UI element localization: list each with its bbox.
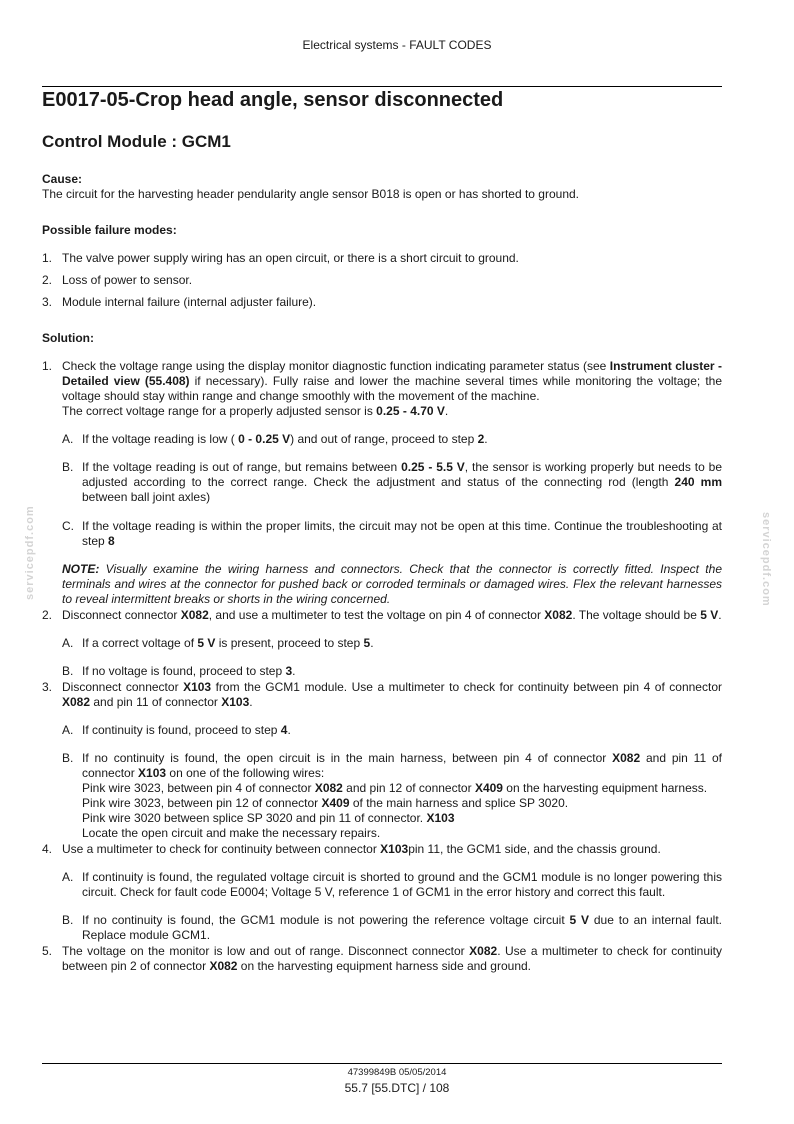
substep-2a: A. If a correct voltage of 5 V is present, proceed to step 5.	[62, 636, 374, 650]
document-code: 47399849B 05/05/2014	[347, 1067, 447, 1078]
substep-4b: B. If no continuity is found, the GCM1 module is not powering the reference voltage circuit 5 V due to an internal fault. Replace module GCM1.	[62, 913, 723, 942]
failure-mode-item: 2. Loss of power to sensor.	[42, 273, 193, 287]
step-3-substeps	[62, 723, 722, 841]
substep-2b: B. If no voltage is found, proceed to step 3.	[62, 664, 296, 678]
substep-4a: A. If continuity is found, the regulated voltage circuit is shorted to ground and the GCM1 module is no longer powering this circuit. Check for fault code E0004; Voltage 5 V, reference 1 of GCM1 in the error history and correct this fault.	[62, 870, 722, 899]
page-title: E0017-05-Crop head angle, sensor disconnected	[42, 89, 504, 111]
solution-step-5: 5. The voltage on the monitor is low and out of range. Disconnect connector X082. Use a multimeter to check for continuity between pin 2 of connector X082 on the harvesting equipment harness side and ground.	[42, 944, 722, 973]
note-paragraph: NOTE: Visually examine the wiring harness and connectors. Check that the connector is correctly fitted. Inspect the terminals and wires at the connector for pushed back or corroded terminals or damaged wires. Flex the relevant harnesses to reveal intermittent breaks or shorts in the wiring concerned.	[62, 562, 722, 606]
failure-mode-item: 1. The valve power supply wiring has an open circuit, or there is a short circuit to ground.	[42, 251, 519, 265]
step-1-substeps	[62, 432, 722, 549]
solution-steps	[42, 359, 722, 974]
solution-step-1: 1. Check the voltage range using the display monitor diagnostic function indicating parameter status (see Instrument cluster - Detailed view (55.408) if necessary). Fully raise and lower the machine several times while monitoring the voltage; the voltage should stay within range and change smoothly with the movement of the machine. The correct voltage range for a properly adjusted sensor is 0.25 - 4.70 V. A. If the voltage reading is low ( 0 - 0.25 V) and out of range, proceed to step 2. B. If the voltage reading is out of range, but remains between 0.25 - 5.5 V, the sensor is working properly but needs to be adjusted according to the correct range. Check the adjustment and status of the connecting rod (length 240 mm between ball joint axles) C. If the voltage reading is within the proper limits, the circuit may not be open at this time. Continue the troubleshooting at step 8 NOTE: Visually examine the wiring harness and connectors. Check that the connector is correctly fitted. Inspect the terminals and wires at the connector for pushed back or corroded terminals or damaged wires. Flex the relevant harnesses to reveal intermittent breaks or shorts in the wiring concerned.	[42, 359, 723, 606]
cause-label: Cause:	[42, 172, 83, 186]
watermark-left: servicepdf.com	[24, 505, 36, 600]
solution-label: Solution:	[42, 331, 94, 345]
step-2-substeps	[62, 636, 722, 679]
footer-rule	[42, 1063, 722, 1064]
substep-1a: A. If the voltage reading is low ( 0 - 0.25 V) and out of range, proceed to step 2.	[62, 432, 488, 446]
running-header: Electrical systems - FAULT CODES	[302, 38, 492, 52]
page-number: 55.7 [55.DTC] / 108	[344, 1081, 450, 1095]
substep-1c: C. If the voltage reading is within the proper limits, the circuit may not be open at this time. Continue the troubleshooting at step 8	[62, 519, 722, 548]
solution-step-4: 4. Use a multimeter to check for continuity between connector X103pin 11, the GCM1 side, and the chassis ground. A. If continuity is found, the regulated voltage circuit is shorted to ground and the GCM1 module is no longer powering this circuit. Check for fault code E0004; Voltage 5 V, reference 1 of GCM1 in the error history and correct this fault. B. If no continuity is found, the GCM1 module is not powering the reference voltage circuit 5 V due to an internal fault. Replace module GCM1.	[42, 842, 723, 942]
solution-step-2: 2. Disconnect connector X082, and use a multimeter to test the voltage on pin 4 of connector X082. The voltage should be 5 V. A. If a correct voltage of 5 V is present, proceed to step 5. B. If no voltage is found, proceed to step 3.	[42, 608, 722, 678]
substep-3a: A. If continuity is found, proceed to step 4.	[62, 723, 291, 737]
substep-1b: B. If the voltage reading is out of range, but remains between 0.25 - 5.5 V, the sensor is working properly but needs to be adjusted according to the correct range. Check the adjustment and status of the connecting rod (length 240 mm between ball joint axles)	[62, 460, 722, 504]
substep-3b: B. If no continuity is found, the open circuit is in the main harness, between pin 4 of connector X082 and pin 11 of connector X103 on one of the following wires: Pink wire 3023, between pin 4 of connector X082 and pin 12 of connector X409 on the harvesting equipment harness. Pink wire 3023, between pin 12 of connector X409 of the main harness and splice SP 3020. Pink wire 3020 between splice SP 3020 and pin 11 of connector. X103 Locate the open circuit and make the necessary repairs.	[62, 751, 722, 840]
solution-step-3: 3. Disconnect connector X103 from the GCM1 module. Use a multimeter to check for continuity between pin 4 of connector X082 and pin 11 of connector X103. A. If continuity is found, proceed to step 4. B. If no continuity is found, the open circuit is in the main harness, between pin 4 of connector X082 and pin 11 of connector X103 on one of the following wires: Pink wire 3023, between pin 4 of connector X082 and pin 12 of connector X409 on the harvesting equipment harness. Pink wire 3023, between pin 12 of connector X409 of the main harness and splice SP 3020. Pink wire 3020 between splice SP 3020 and pin 11 of connector. X103 Locate the open circuit and make the necessary repairs.	[42, 680, 722, 840]
failure-mode-item: 3. Module internal failure (internal adjuster failure).	[42, 295, 317, 309]
step-4-substeps	[62, 870, 722, 943]
watermark-right: servicepdf.com	[760, 512, 772, 607]
cause-text: The circuit for the harvesting header pendularity angle sensor B018 is open or has shorted to ground.	[42, 187, 579, 201]
control-module-heading: Control Module : GCM1	[42, 132, 231, 151]
failure-modes-list	[42, 251, 722, 310]
header-rule	[42, 86, 722, 87]
failure-modes-label: Possible failure modes:	[42, 223, 177, 237]
document-body	[42, 172, 722, 974]
